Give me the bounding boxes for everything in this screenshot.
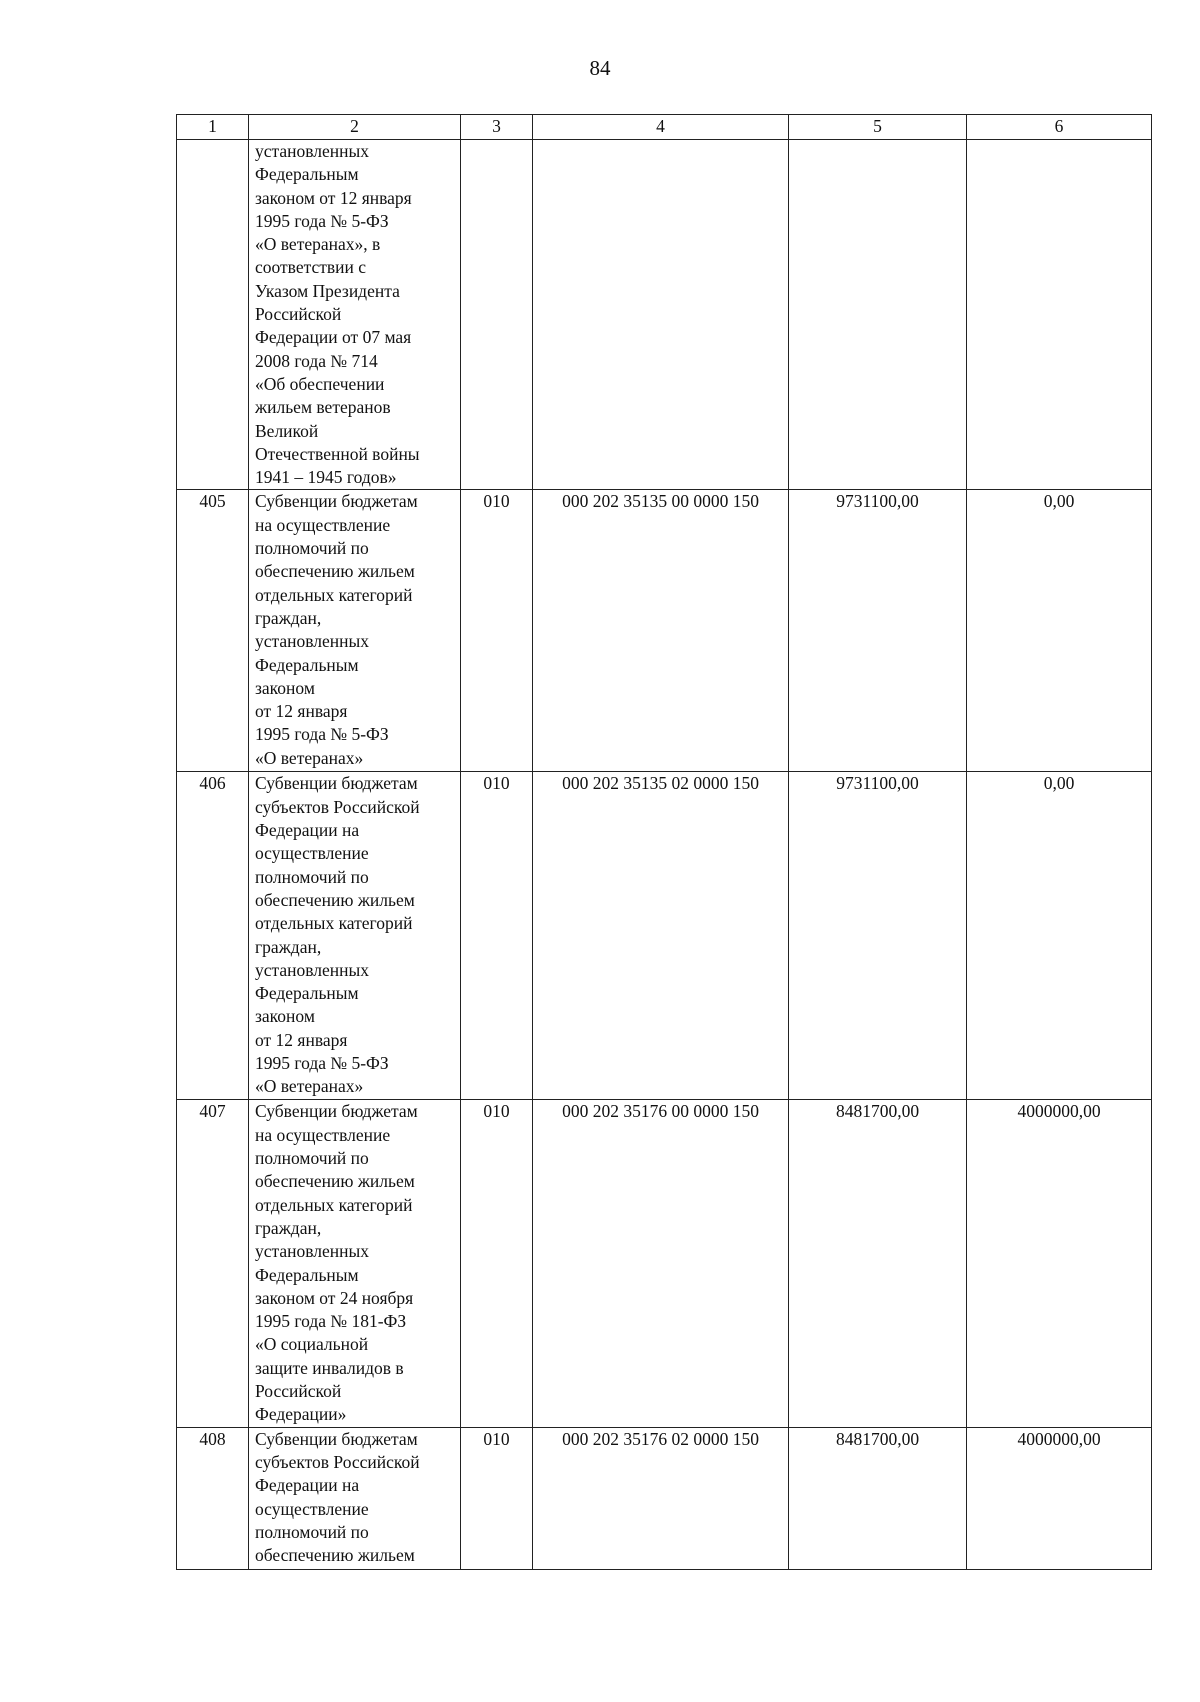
row-name: Субвенции бюджетам субъектов Российской Федерации на осуществление полномочий по обеспечению жильем bbox=[249, 1427, 461, 1569]
column-header-5: 5 bbox=[789, 115, 967, 140]
row-amount-2: 0,00 bbox=[967, 490, 1152, 772]
row-amount-2: 0,00 bbox=[967, 772, 1152, 1100]
table-row bbox=[177, 140, 1152, 490]
row-name: установленных Федеральным законом от 12 января 1995 года № 5-ФЗ «О ветеранах», в соответствии с Указом Президента Российской Федерации от 07 мая 2008 года № 714 «Об обеспечении жильем ветеранов Великой Отечественной войны 1941 – 1945 годов» bbox=[249, 140, 461, 490]
row-amount: 8481700,00 bbox=[789, 1100, 967, 1427]
column-header-2: 2 bbox=[249, 115, 461, 140]
row-name: Субвенции бюджетам на осуществление полномочий по обеспечению жильем отдельных категорий граждан, установленных Федеральным законом от 24 ноября 1995 года № 181-ФЗ «О социальной защите инвалидов в Российской Федерации» bbox=[249, 1100, 461, 1427]
row-number: 405 bbox=[177, 490, 249, 772]
row-amount: 9731100,00 bbox=[789, 772, 967, 1100]
row-budget-code: 000 202 35135 02 0000 150 bbox=[533, 772, 789, 1100]
column-header-1: 1 bbox=[177, 115, 249, 140]
row-budget-code: 000 202 35176 02 0000 150 bbox=[533, 1427, 789, 1569]
table-row bbox=[177, 490, 1152, 772]
table-row bbox=[177, 1100, 1152, 1427]
column-header-6: 6 bbox=[967, 115, 1152, 140]
row-name: Субвенции бюджетам на осуществление полномочий по обеспечению жильем отдельных категорий граждан, установленных Федеральным законом от 12 января 1995 года № 5-ФЗ «О ветеранах» bbox=[249, 490, 461, 772]
row-amount: 9731100,00 bbox=[789, 490, 967, 772]
row-budget-code: 000 202 35176 00 0000 150 bbox=[533, 1100, 789, 1427]
row-number: 406 bbox=[177, 772, 249, 1100]
row-number: 408 bbox=[177, 1427, 249, 1569]
row-budget-code bbox=[533, 140, 789, 490]
column-header-3: 3 bbox=[461, 115, 533, 140]
row-name: Субвенции бюджетам субъектов Российской Федерации на осуществление полномочий по обеспечению жильем отдельных категорий граждан, установленных Федеральным законом от 12 января 1995 года № 5-ФЗ «О ветеранах» bbox=[249, 772, 461, 1100]
row-amount-2: 4000000,00 bbox=[967, 1100, 1152, 1427]
row-budget-code: 000 202 35135 00 0000 150 bbox=[533, 490, 789, 772]
row-amount bbox=[789, 140, 967, 490]
row-ved-code bbox=[461, 140, 533, 490]
row-number: 407 bbox=[177, 1100, 249, 1427]
table-header-row bbox=[177, 115, 1152, 140]
table-row bbox=[177, 1427, 1152, 1569]
row-number bbox=[177, 140, 249, 490]
table-row bbox=[177, 772, 1152, 1100]
row-ved-code: 010 bbox=[461, 1427, 533, 1569]
row-ved-code: 010 bbox=[461, 490, 533, 772]
row-amount-2: 4000000,00 bbox=[967, 1427, 1152, 1569]
column-header-4: 4 bbox=[533, 115, 789, 140]
row-amount-2 bbox=[967, 140, 1152, 490]
row-ved-code: 010 bbox=[461, 1100, 533, 1427]
budget-table bbox=[176, 114, 1152, 1570]
row-ved-code: 010 bbox=[461, 772, 533, 1100]
page-number: 84 bbox=[589, 56, 611, 80]
row-amount: 8481700,00 bbox=[789, 1427, 967, 1569]
